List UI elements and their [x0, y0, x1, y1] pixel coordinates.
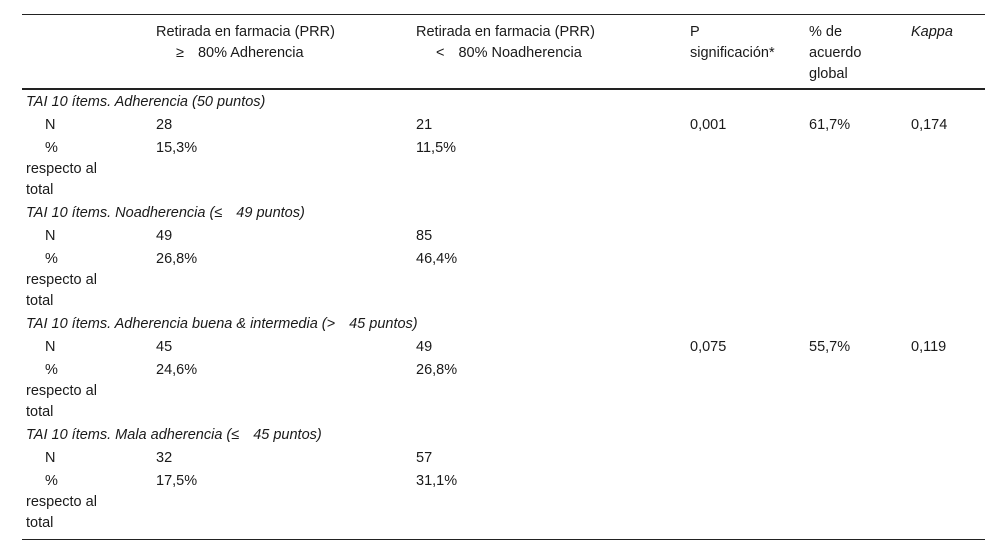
cell-agreement: 61,7%	[809, 117, 851, 133]
header-col-adherencia	[156, 22, 335, 64]
cell-n-noadherencia: 21	[416, 117, 433, 133]
section-title	[26, 203, 305, 224]
row-label-pct	[26, 249, 97, 312]
section-title-text: TAI 10 ítems. Noadherencia (≤	[26, 205, 223, 221]
cell-n-noadherencia: 85	[416, 228, 433, 244]
row-label-n: N	[45, 228, 56, 244]
header-col-adherencia-text: 80% Adherencia	[197, 45, 304, 61]
row-label-pct-line1: %	[45, 140, 58, 156]
section-title-suffix: 45 puntos)	[253, 427, 322, 443]
header-col-agreement-line2: acuerdo	[809, 45, 862, 61]
row-label-pct-line3: total	[26, 515, 54, 531]
cell-pct-noadherencia: 31,1%	[416, 473, 458, 489]
row-label-n: N	[45, 117, 56, 133]
row-label-pct-line2: respecto al	[26, 272, 97, 288]
row-label-pct-line3: total	[26, 182, 54, 198]
row-label-pct-line3: total	[26, 404, 54, 420]
cell-n-noadherencia: 49	[416, 339, 433, 355]
section-title-text: TAI 10 ítems. Adherencia buena & intermedia (>	[26, 316, 336, 332]
row-label-pct-line1: %	[45, 362, 58, 378]
header-col-noadherencia-line1: Retirada en farmacia (PRR)	[416, 24, 595, 40]
header-col-p-line2: significación*	[690, 45, 775, 61]
row-label-n: N	[45, 339, 56, 355]
cell-n-adherencia: 28	[156, 117, 173, 133]
cell-pct-adherencia: 15,3%	[156, 140, 198, 156]
table-header-rule	[22, 88, 985, 90]
header-col-adherencia-line2	[156, 43, 335, 64]
header-col-noadherencia	[416, 22, 595, 64]
row-label-pct	[26, 360, 97, 423]
cell-agreement: 55,7%	[809, 339, 851, 355]
lt-symbol: <	[436, 45, 445, 61]
section-title	[26, 314, 418, 335]
header-col-agreement	[809, 22, 861, 85]
cell-pct-adherencia: 26,8%	[156, 251, 198, 267]
cell-kappa: 0,174	[911, 117, 948, 133]
cell-p-value: 0,075	[690, 339, 727, 355]
gte-symbol: ≥	[176, 45, 184, 61]
header-col-p-line1: P	[690, 24, 700, 40]
row-label-pct-line2: respecto al	[26, 383, 97, 399]
cell-n-adherencia: 32	[156, 450, 173, 466]
header-col-kappa: Kappa	[911, 24, 953, 40]
header-col-adherencia-line1: Retirada en farmacia (PRR)	[156, 24, 335, 40]
section-title-text: TAI 10 ítems. Mala adherencia (≤	[26, 427, 240, 443]
cell-pct-noadherencia: 11,5%	[416, 140, 457, 156]
row-label-pct	[26, 138, 97, 201]
cell-pct-noadherencia: 46,4%	[416, 251, 458, 267]
cell-n-adherencia: 49	[156, 228, 173, 244]
table-top-rule	[22, 14, 985, 15]
header-col-agreement-line1: % de	[809, 24, 843, 40]
cell-pct-noadherencia: 26,8%	[416, 362, 458, 378]
header-col-agreement-line3: global	[809, 66, 848, 82]
section-title-text: TAI 10 ítems. Adherencia (50 puntos)	[26, 94, 266, 110]
row-label-pct-line2: respecto al	[26, 161, 97, 177]
row-label-n: N	[45, 450, 56, 466]
cell-pct-adherencia: 17,5%	[156, 473, 198, 489]
cell-n-adherencia: 45	[156, 339, 173, 355]
header-col-p	[690, 22, 775, 64]
row-label-pct-line1: %	[45, 251, 58, 267]
section-title	[26, 425, 322, 446]
cell-pct-adherencia: 24,6%	[156, 362, 198, 378]
header-col-noadherencia-line2	[416, 43, 595, 64]
cell-kappa: 0,119	[911, 339, 947, 355]
section-title	[26, 92, 265, 113]
table-bottom-rule	[22, 539, 985, 540]
section-title-suffix: 45 puntos)	[349, 316, 418, 332]
row-label-pct-line2: respecto al	[26, 494, 97, 510]
row-label-pct-line1: %	[45, 473, 58, 489]
header-col-noadherencia-text: 80% Noadherencia	[458, 45, 582, 61]
row-label-pct-line3: total	[26, 293, 54, 309]
section-title-suffix: 49 puntos)	[236, 205, 305, 221]
cell-p-value: 0,001	[690, 117, 727, 133]
row-label-pct	[26, 471, 97, 534]
cell-n-noadherencia: 57	[416, 450, 433, 466]
